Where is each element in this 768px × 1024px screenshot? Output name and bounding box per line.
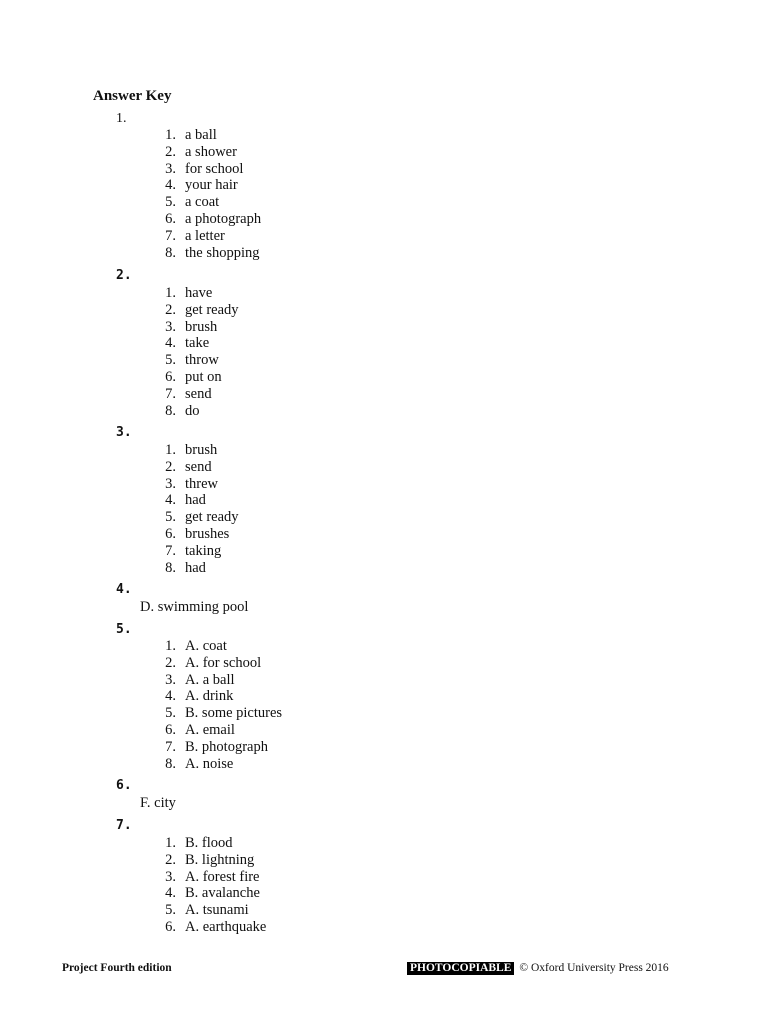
item-number: 8.	[165, 402, 176, 419]
item-text: A. noise	[185, 755, 234, 772]
list-item	[150, 352, 239, 369]
item-number: 2.	[165, 851, 176, 868]
item-number: 6.	[165, 721, 176, 738]
item-text: B. flood	[185, 835, 233, 851]
list-item	[150, 902, 266, 919]
item-text: A. for school	[185, 654, 262, 671]
list-item	[150, 211, 261, 228]
item-number: 1.	[165, 442, 176, 458]
item-text: send	[185, 385, 212, 402]
item-number: 5.	[165, 194, 176, 211]
item-number: 5.	[165, 352, 176, 369]
item-text: a coat	[185, 194, 220, 211]
list-item	[150, 688, 282, 705]
item-text: get ready	[185, 301, 239, 318]
item-text: take	[185, 335, 210, 352]
list-item	[150, 302, 239, 319]
item-text: throw	[185, 352, 219, 369]
list-item	[150, 459, 239, 476]
list-item	[150, 144, 261, 161]
list-item	[150, 161, 261, 178]
list-item	[150, 852, 266, 869]
list-item	[150, 869, 266, 886]
item-number: 2.	[165, 143, 176, 160]
copyright-text: © Oxford University Press 2016	[519, 962, 669, 974]
item-text: taking	[185, 542, 222, 559]
item-text: brush	[185, 318, 218, 335]
item-number: 6.	[165, 368, 176, 385]
item-number: 1.	[165, 638, 176, 654]
item-text: get ready	[185, 509, 239, 526]
section-label-2: 2.	[116, 268, 132, 283]
item-number: 6.	[165, 210, 176, 227]
item-number: 1.	[165, 127, 176, 143]
answer-list-1	[150, 127, 261, 261]
item-number: 6.	[165, 525, 176, 542]
item-text: a ball	[185, 127, 217, 143]
item-number: 4.	[165, 177, 176, 194]
list-item	[150, 194, 261, 211]
item-number: 7.	[165, 385, 176, 402]
item-number: 5.	[165, 902, 176, 919]
answer-list-3	[150, 442, 239, 576]
item-text: had	[185, 559, 206, 576]
list-item	[150, 335, 239, 352]
list-item	[150, 386, 239, 403]
item-text: A. email	[185, 721, 235, 738]
list-item	[150, 560, 239, 577]
item-text: do	[185, 402, 200, 419]
list-item	[150, 543, 239, 560]
list-item	[150, 835, 266, 852]
item-text: the shopping	[185, 244, 260, 261]
answer-list-5	[150, 638, 282, 772]
item-number: 7.	[165, 738, 176, 755]
item-text: B. lightning	[185, 851, 255, 868]
item-number: 8.	[165, 755, 176, 772]
item-text: a shower	[185, 143, 237, 160]
page-title: Answer Key	[93, 88, 172, 104]
item-text: send	[185, 458, 212, 475]
item-text: a photograph	[185, 210, 262, 227]
item-number: 3.	[165, 671, 176, 688]
item-number: 3.	[165, 475, 176, 492]
list-item	[150, 722, 282, 739]
item-text: A. coat	[185, 638, 227, 654]
list-item	[150, 919, 266, 936]
item-number: 1.	[165, 835, 176, 851]
list-item	[150, 285, 239, 302]
item-text: put on	[185, 368, 222, 385]
list-item	[150, 476, 239, 493]
answer-list-7	[150, 835, 266, 936]
list-item	[150, 672, 282, 689]
item-number: 2.	[165, 301, 176, 318]
item-number: 2.	[165, 458, 176, 475]
item-text: B. avalanche	[185, 885, 260, 902]
item-number: 1.	[165, 285, 176, 301]
list-item	[150, 885, 266, 902]
photocopiable-badge: PHOTOCOPIABLE	[407, 962, 514, 975]
section-label-5: 5.	[116, 622, 132, 637]
section-label-1: 1.	[116, 111, 127, 126]
list-item	[150, 403, 239, 420]
item-text: brushes	[185, 525, 230, 542]
list-item	[150, 705, 282, 722]
item-number: 5.	[165, 509, 176, 526]
item-number: 4.	[165, 885, 176, 902]
item-text: your hair	[185, 177, 238, 194]
single-answer-4: D. swimming pool	[140, 599, 249, 615]
item-number: 8.	[165, 559, 176, 576]
item-text: a letter	[185, 227, 225, 244]
list-item	[150, 177, 261, 194]
list-item	[150, 442, 239, 459]
item-number: 3.	[165, 318, 176, 335]
list-item	[150, 245, 261, 262]
item-text: A. drink	[185, 688, 234, 705]
footer-edition: Project Fourth edition	[62, 962, 172, 974]
item-text: have	[185, 285, 213, 301]
item-text: had	[185, 492, 206, 509]
item-text: A. forest fire	[185, 868, 260, 885]
item-number: 7.	[165, 227, 176, 244]
list-item	[150, 526, 239, 543]
item-text: for school	[185, 160, 244, 177]
footer-copyright-line	[407, 961, 669, 975]
section-label-7: 7.	[116, 818, 132, 833]
item-text: A. earthquake	[185, 918, 267, 935]
item-text: B. some pictures	[185, 705, 283, 722]
item-number: 6.	[165, 918, 176, 935]
item-text: B. photograph	[185, 738, 268, 755]
item-number: 4.	[165, 335, 176, 352]
section-label-4: 4.	[116, 582, 132, 597]
list-item	[150, 638, 282, 655]
list-item	[150, 228, 261, 245]
item-number: 3.	[165, 868, 176, 885]
list-item	[150, 739, 282, 756]
section-label-3: 3.	[116, 425, 132, 440]
list-item	[150, 319, 239, 336]
item-text: brush	[185, 442, 218, 458]
item-number: 4.	[165, 492, 176, 509]
item-number: 3.	[165, 160, 176, 177]
item-number: 7.	[165, 542, 176, 559]
list-item	[150, 127, 261, 144]
item-text: A. a ball	[185, 671, 235, 688]
list-item	[150, 655, 282, 672]
answer-list-2	[150, 285, 239, 419]
list-item	[150, 492, 239, 509]
single-answer-6: F. city	[140, 795, 176, 811]
list-item	[150, 756, 282, 773]
section-label-6: 6.	[116, 778, 132, 793]
item-text: A. tsunami	[185, 902, 249, 919]
item-number: 2.	[165, 654, 176, 671]
item-number: 4.	[165, 688, 176, 705]
list-item	[150, 369, 239, 386]
list-item	[150, 509, 239, 526]
item-number: 8.	[165, 244, 176, 261]
item-number: 5.	[165, 705, 176, 722]
item-text: threw	[185, 475, 219, 492]
